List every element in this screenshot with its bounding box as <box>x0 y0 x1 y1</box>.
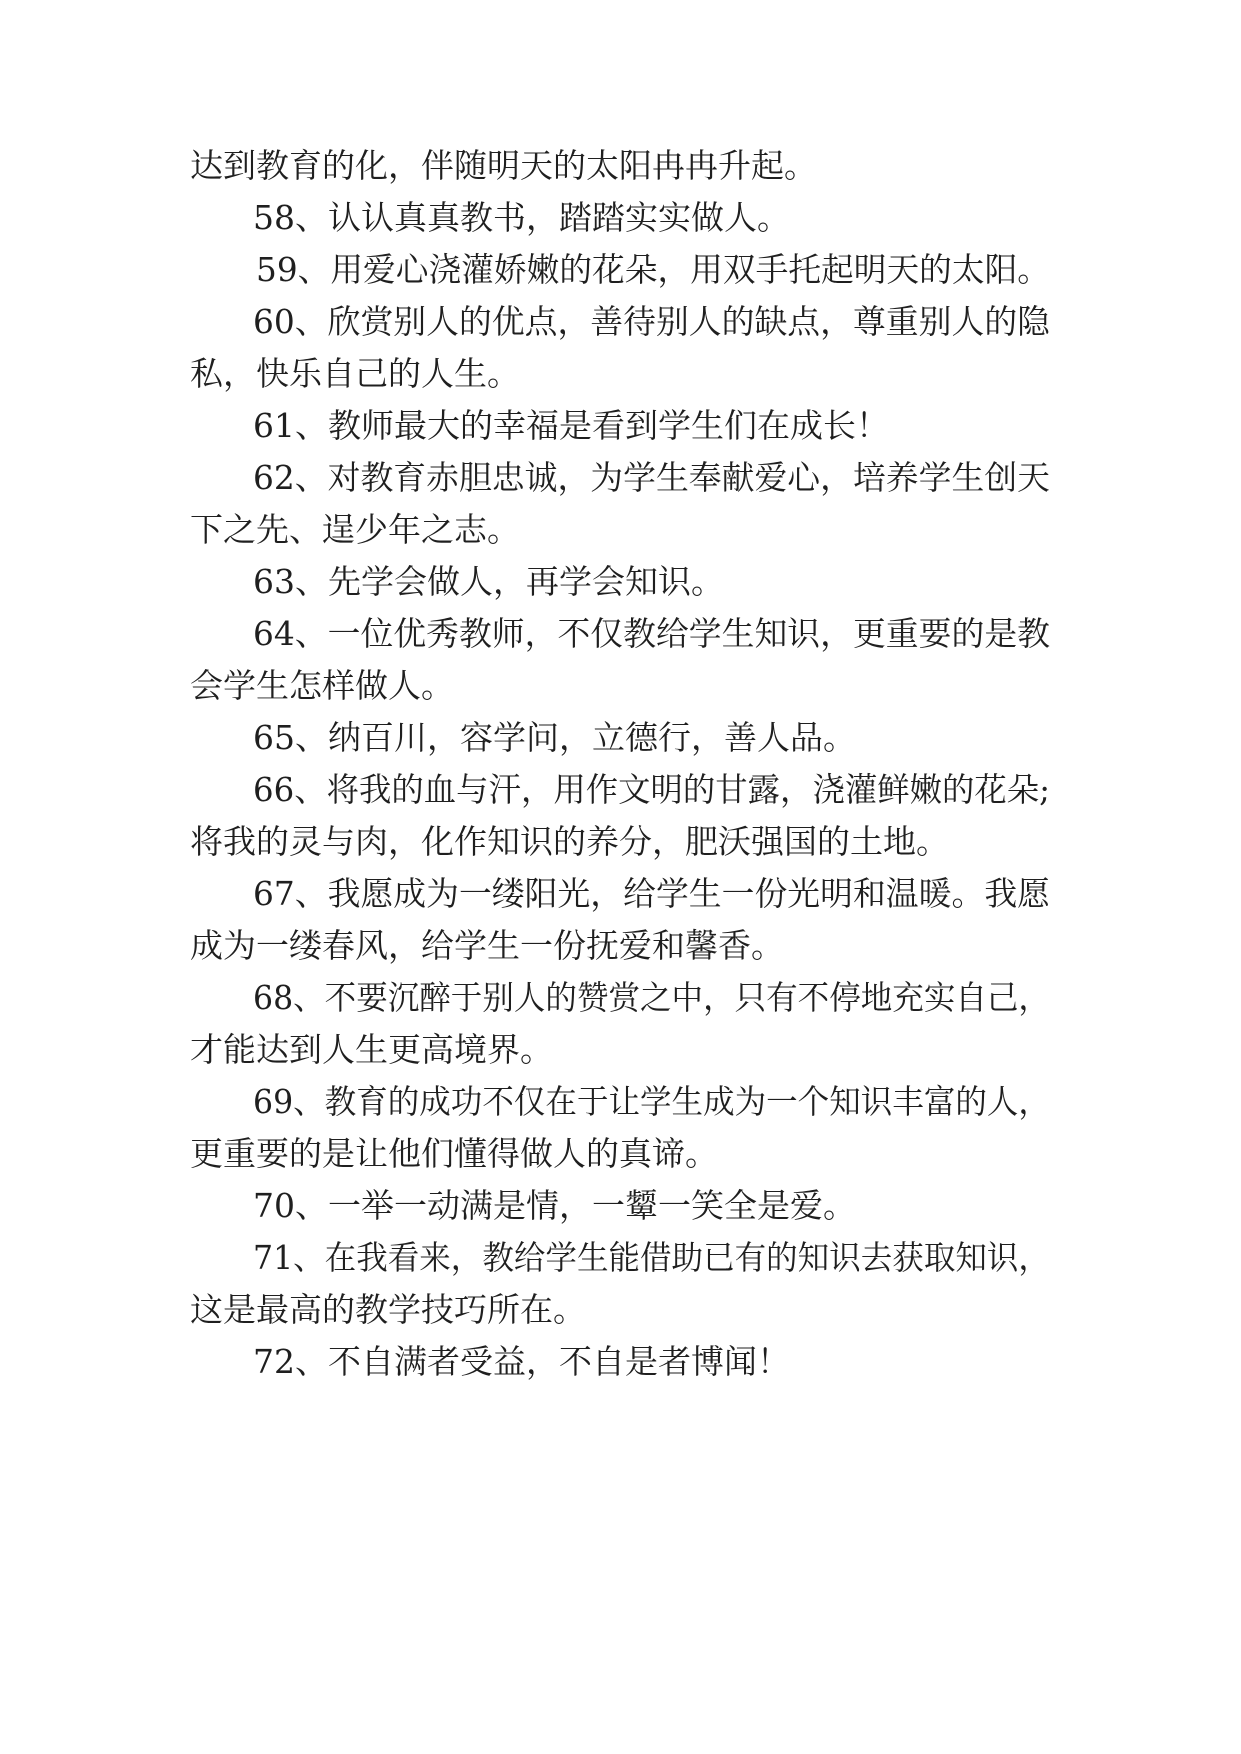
text-line: 62、对教育赤胆忠诚，为学生奉献爱心，培养学生创天 <box>253 458 1050 497</box>
text-line: 63、先学会做人，再学会知识。 <box>253 562 724 601</box>
text-line: 这是最高的教学技巧所在。 <box>190 1290 586 1329</box>
text-line: 67、我愿成为一缕阳光，给学生一份光明和温暖。我愿 <box>253 874 1050 913</box>
text-line: 58、认认真真教书，踏踏实实做人。 <box>253 198 790 237</box>
text-line: 68、不要沉醉于别人的赞赏之中，只有不停地充实自己， <box>253 978 1050 1017</box>
text-line: 才能达到人生更高境界。 <box>190 1030 553 1069</box>
text-line: 69、教育的成功不仅在于让学生成为一个知识丰富的人， <box>253 1082 1050 1121</box>
text-line: 66、将我的血与汗，用作文明的甘露，浇灌鲜嫩的花朵; <box>253 770 1051 809</box>
text-line: 更重要的是让他们懂得做人的真谛。 <box>190 1134 718 1173</box>
text-line: 72、不自满者受益，不自是者博闻！ <box>253 1342 790 1381</box>
text-line: 达到教育的化，伴随明天的太阳冉冉升起。 <box>190 146 817 185</box>
text-line: 成为一缕春风，给学生一份抚爱和馨香。 <box>190 926 784 965</box>
text-line: 会学生怎样做人。 <box>190 666 454 705</box>
text-line: 下之先、逞少年之志。 <box>190 510 520 549</box>
text-line: 64、一位优秀教师，不仅教给学生知识，更重要的是教 <box>253 614 1050 653</box>
text-line: 65、纳百川，容学问，立德行，善人品。 <box>253 718 856 757</box>
text-line: 私，快乐自己的人生。 <box>190 354 520 393</box>
text-line: 60、欣赏别人的优点，善待别人的缺点，尊重别人的隐 <box>253 302 1050 341</box>
text-line: 59、用爱心浇灌娇嫩的花朵，用双手托起明天的太阳。 <box>256 250 1051 289</box>
text-line: 61、教师最大的幸福是看到学生们在成长！ <box>253 406 889 445</box>
text-line: 71、在我看来，教给学生能借助已有的知识去获取知识， <box>253 1238 1050 1277</box>
text-line: 70、一举一动满是情，一颦一笑全是爱。 <box>253 1186 856 1225</box>
text-line: 将我的灵与肉，化作知识的养分，肥沃强国的土地。 <box>190 822 949 861</box>
